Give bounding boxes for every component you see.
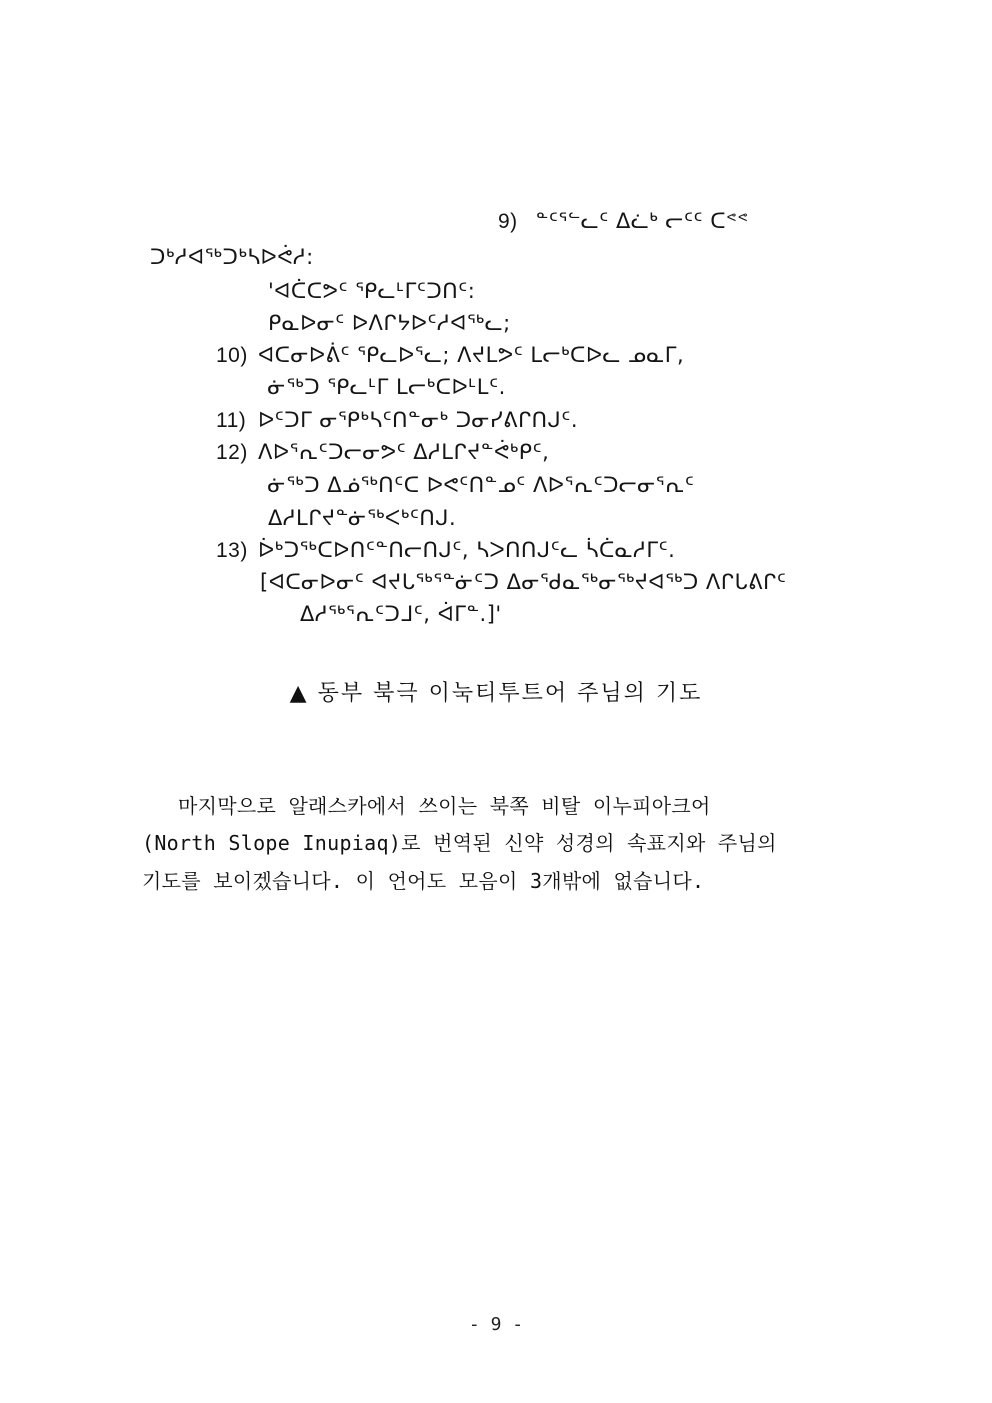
verse-text: ᐅᑦᑐᒥ ᓂᕿᒃᓴᑦᑎᓐᓂᒃ ᑐᓂᓯᕕᒋᑎᒍᑦ. bbox=[258, 408, 579, 432]
prayer-line: ᑭᓇᐅᓂᑦ ᐅᐱᒋᔭᐅᑦᓱᐊᖅᓚ; bbox=[268, 311, 511, 335]
caption-text: 동부 북극 이눅티투트어 주님의 기도 bbox=[317, 681, 703, 706]
prayer-line: ᐃᓱᒪᒋᔪᓐᓃᖅᐸᒃᑦᑎᒍ. bbox=[268, 506, 457, 530]
verse-number: 12) bbox=[216, 441, 248, 464]
paragraph-line: 기도를 보이겠습니다. 이 언어도 모음이 3개밖에 없습니다. bbox=[142, 869, 705, 893]
prayer-line: ᓃᖅᑐ ᕿᓚᒻᒥ ᒪᓕᒃᑕᐅᒻᒪᑦ. bbox=[268, 375, 506, 399]
prayer-line-12 bbox=[216, 442, 549, 463]
prayer-line-10 bbox=[216, 345, 684, 366]
prayer-line: ᓃᖅᑐ ᐃᓅᖅᑎᑦᑕ ᐅᕙᑦᑎᓐᓄᑦ ᐱᐅᕐᕆᑦᑐᓕᓂᕐᕆᑦ bbox=[268, 473, 695, 497]
prayer-line: ᐃᓱᖅᕐᕆᑦᑐᒧᑦ, ᐋᒥᓐ.]' bbox=[300, 602, 502, 626]
verse-number: 10) bbox=[216, 344, 248, 367]
verse-text: ᐊᑕᓂᐅᕖᑦ ᕿᓚᐅᕐᓚ; ᐱᔪᒪᕗᑦ ᒪᓕᒃᑕᐅᓚ ᓄᓇᒥ, bbox=[258, 343, 685, 367]
verse-number: 11) bbox=[216, 409, 247, 432]
verse-number: 13) bbox=[216, 539, 248, 562]
prayer-line: [ᐊᑕᓂᐅᓂᑦ ᐊᔪᒐᖅᕐᓐᓃᑦᑐ ᐃᓂᖁᓇᖅᓂᖅᔪᐊᖅᑐ ᐱᒋᒐᕕᒋᑦ bbox=[260, 570, 787, 594]
prayer-line: ᑐᒃᓱᐊᖅᑐᒃᓴᐅᕚᓱ: bbox=[150, 245, 314, 269]
prayer-line: 'ᐊᑖᑕᕗᑦ ᕿᓚᒻᒥᑦᑐᑎᑦ: bbox=[268, 279, 476, 303]
paragraph-line: 마지막으로 알래스카에서 쓰이는 북쪽 비탈 이누피아크어 bbox=[178, 794, 711, 818]
figure-caption bbox=[0, 676, 992, 707]
prayer-line-13 bbox=[216, 540, 675, 561]
verse-number: 9) bbox=[498, 210, 518, 233]
prayer-line-11 bbox=[216, 410, 578, 431]
prayer-line-9 bbox=[498, 211, 748, 232]
page-number: - 9 - bbox=[468, 1314, 524, 1335]
verse-text: ᐱᐅᕐᕆᑦᑐᓕᓂᕗᑦ ᐃᓱᒪᒋᔪᓐᕚᒃᑭᑦ, bbox=[258, 440, 550, 464]
triangle-icon: ▲ bbox=[289, 681, 309, 706]
verse-text: ᐆᒃᑐᖅᑕᐅᑎᑦᓐᑎᓕᑎᒍᑦ, ᓴᐳᑎᑎᒍᑦᓚ ᓵᑖᓇᓱᒥᑦ. bbox=[258, 538, 676, 562]
verse-text: ᓐᑦᕐᓪᓚᑦ ᐃᓛᒃ ᓕᑦᑦ ᑕᕝᕝ bbox=[535, 209, 749, 233]
paragraph-line: (North Slope Inupiaq)로 번역된 신약 성경의 속표지와 주님의 bbox=[142, 831, 777, 855]
